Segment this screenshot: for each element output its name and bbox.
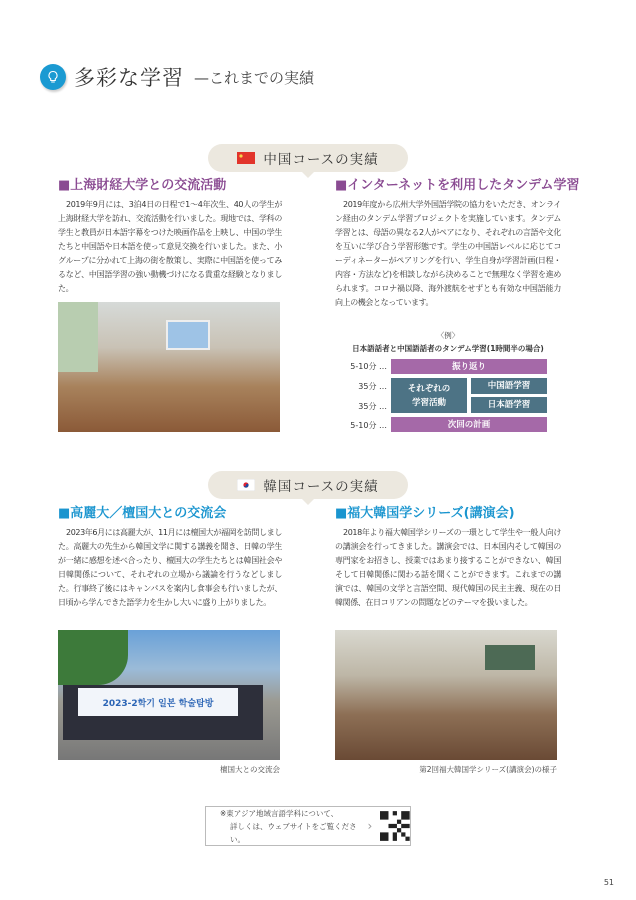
lightbulb-icon (40, 64, 66, 90)
chevron-right-icon: › (367, 818, 373, 833)
info-line-1: ※東アジア地域言語学科について、 (220, 808, 339, 818)
review-block: 振り返り (391, 359, 547, 374)
section-body: 2023年6月には高麗大が、11月には檀国大が福岡を訪問しました。高麗大の先生から韓国文学に関する講義を聞き、日韓の学生が一緒に感想を述べ合ったり、檀国大の学生たちとは韓国社会や日韓関係について、それぞれの立場から議論を行うなどしました。行事終了後にはキャンパスを案内し食事会も行いましたが、日頃から学んできた語学力を生かし大いに盛り上がりました。 (58, 528, 282, 607)
each-activity-block: それぞれの 学習活動 (391, 378, 467, 413)
section-heading: ■インターネットを利用したタンデム学習 (335, 178, 580, 193)
time-label: 35分 … (358, 402, 387, 411)
info-line-2: 詳しくは、ウェブサイトをご覧ください。 (230, 821, 357, 844)
section-heading: ■上海財経大学との交流活動 (58, 178, 227, 193)
section-body: 2019年度から広州大学外国語学院の協力をいただき、オンライン経由のタンデム学習プロジェクトを実施しています。タンデム学習とは、母語の異なる2人がペアになり、それぞれの言語や文化を互いに学び合う学習形態です。学生の中国語レベルに応じてコーディネーターがペアリングを行い、学生自身が学習計画(日程・内容・方法など)を相談しながら決めることで無理なく学習を進められます。コロナ禍以降、海外渡航をせずとも有効な中国語能力向上の機会となっています。 (335, 200, 561, 307)
title-subtitle: —これまでの実績 (194, 68, 315, 87)
section-body: 2019年9月には、3泊4日の日程で1～4年次生、40人の学生が上海財経大学を訪れ、交流活動を行いました。現地では、学科の学生と教員が日本語字幕をつけた映画作品を上映し、中国の学生たちと中国語や日本語を使って意見交換を行いました。また、小グループに分かれて上海の街を散策し、実際に中国語を使ってみるなど、中国語学習の強い動機づけになる貴重な経験となりました。 (58, 200, 282, 293)
shanghai-classroom-photo (58, 302, 280, 432)
korea-banner-text: 韓国コースの実績 (263, 479, 379, 495)
china-flag-icon (237, 152, 255, 164)
korea-left-section (58, 506, 282, 610)
page-number: 51 (603, 878, 614, 887)
tandem-diagram (335, 330, 561, 435)
website-info-box[interactable] (205, 806, 411, 846)
time-label: 5-10分 … (350, 421, 387, 430)
china-course-banner (208, 144, 408, 172)
photo-banner-text: 2023-2학기 일본 학술탐방 (78, 688, 238, 716)
china-right-section (335, 178, 580, 310)
lecture-photo (335, 630, 557, 760)
korea-course-banner (208, 471, 408, 499)
chinese-study-block: 中国語学習 (471, 378, 547, 394)
china-banner-text: 中国コースの実績 (263, 152, 379, 168)
section-heading: ■高麗大／檀国大との交流会 (58, 506, 227, 521)
korea-right-section (335, 506, 561, 610)
page-title (40, 62, 314, 92)
title-main: 多彩な学習 (74, 66, 184, 90)
japanese-study-block: 日本語学習 (471, 397, 547, 413)
korea-flag-icon (237, 479, 255, 491)
diagram-title: 日本語話者と中国語話者のタンデム学習(1時間半の場合) (352, 344, 544, 353)
diagram-note: 〈例〉 (436, 331, 460, 340)
china-left-section (58, 178, 282, 296)
info-text (220, 807, 364, 846)
time-label: 5-10分 … (350, 362, 387, 371)
section-body: 2018年より福大韓国学シリーズの一環として学生や一般人向けの講演会を行ってきました。講演会では、日本国内そして韓国の専門家をお招きし、授業ではあまり接することができない、韓国そして日韓関係に関わる話を聞くことができます。これまでの講演では、韓国の文学と言語空間、現代韓国の民主主義、現在の日韓関係、在日コリアンの問題などのテーマを扱いました。 (335, 528, 561, 607)
section-heading: ■福大韓国学シリーズ(講演会) (335, 506, 515, 521)
dankook-exchange-photo (58, 630, 280, 760)
photo-caption: 檀国大との交流会 (220, 765, 280, 774)
qr-code-icon[interactable] (380, 811, 410, 841)
photo-caption: 第2回福大韓国学シリーズ(講演会)の様子 (419, 765, 557, 774)
next-plan-block: 次回の計画 (391, 417, 547, 432)
time-label: 35分 … (358, 382, 387, 391)
